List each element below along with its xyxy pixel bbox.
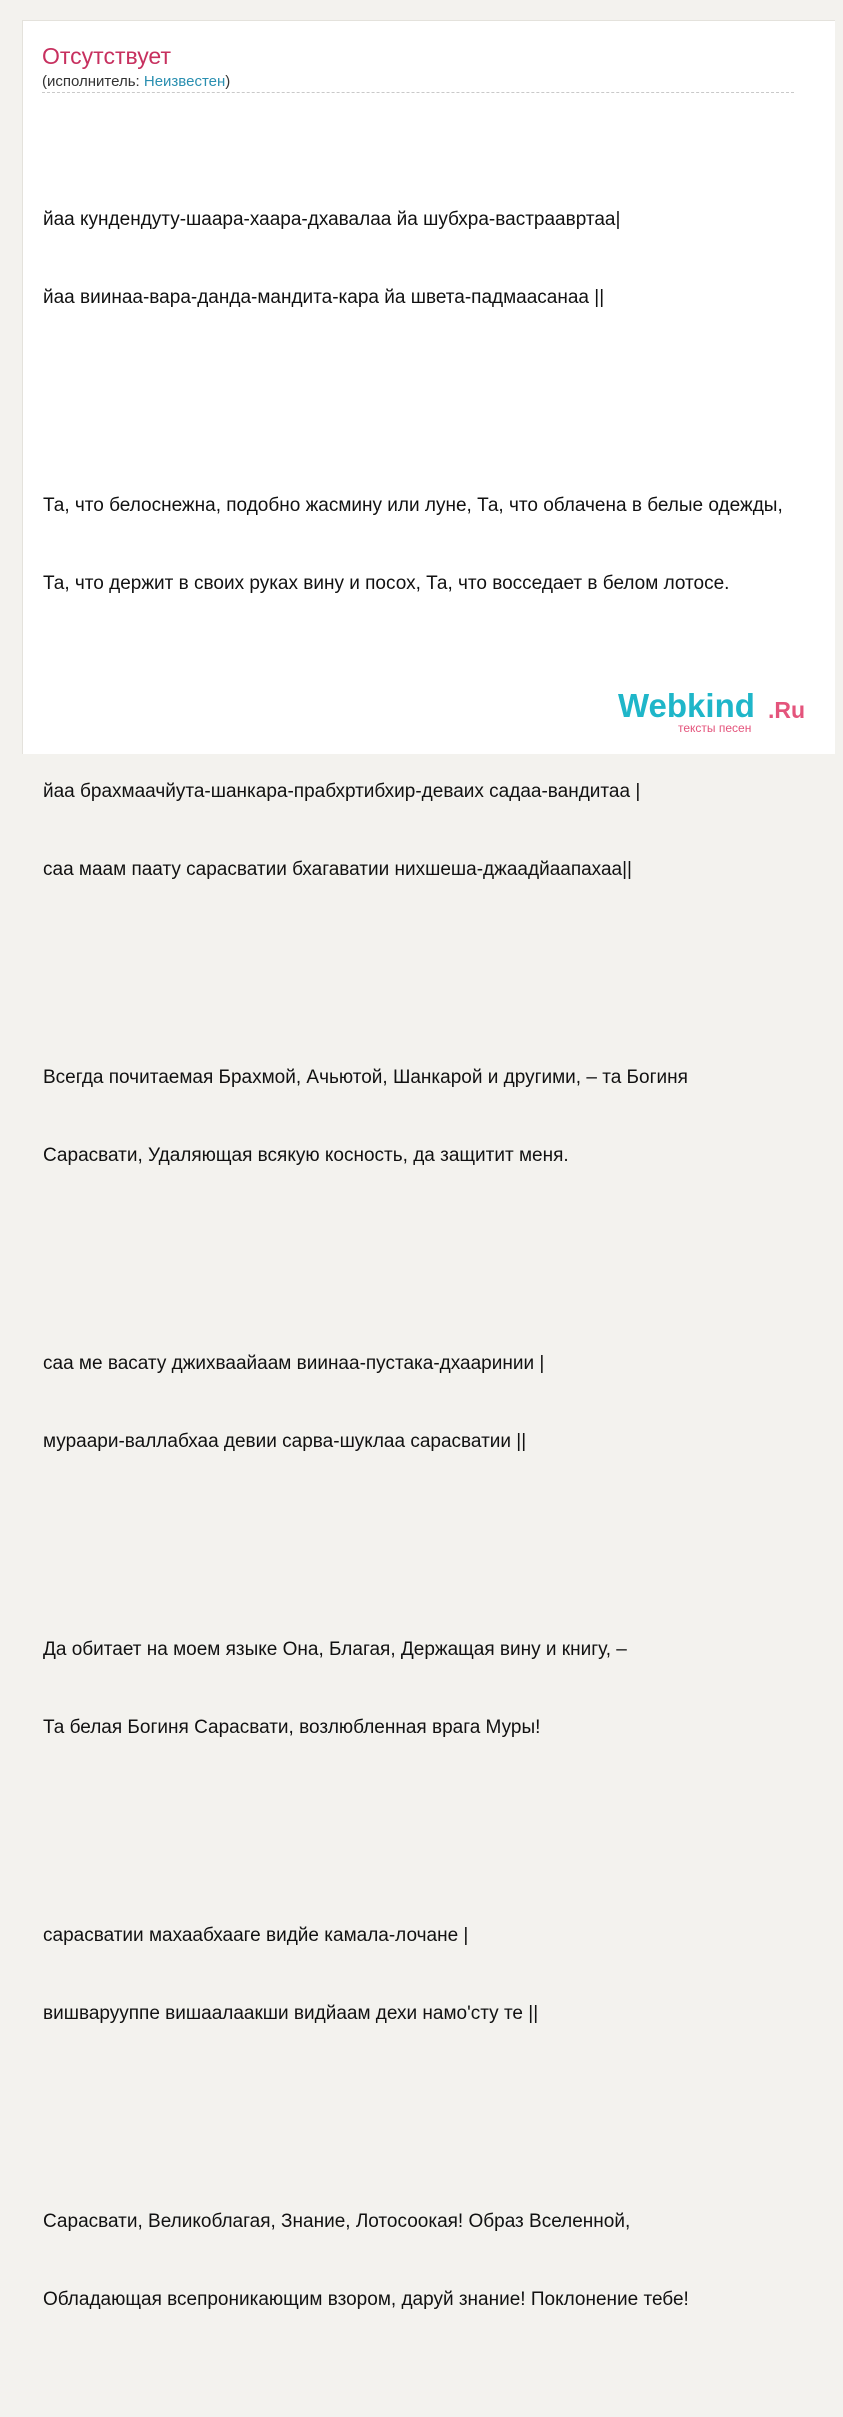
lyric-line: йаа брахмаачйута-шанкара-прабхртибхир-деваих садаа-вандитаа | [43,781,641,802]
stanza [43,1585,843,1793]
lyric-line: саа маам паату сарасватии бхагаватии нихшеша-джаадйаапахаа|| [43,859,632,880]
lyrics-body [43,103,843,2417]
logo-brand-text: Webkind [618,687,755,724]
webkind-watermark-logo [618,687,818,747]
stanza [43,1013,843,1221]
lyric-line: вишварууппе вишаалаакши видйаам дехи намо'сту те || [43,2003,539,2024]
lyric-line: Сарасвати, Великоблагая, Знание, Лотосоокая! Образ Вселенной, [43,2211,631,2232]
lyric-line: Та белая Богиня Сарасвати, возлюбленная врага Муры! [43,1717,541,1738]
lyric-line: Сарасвати, Удаляющая всякую косность, да защитит меня. [43,1145,569,1166]
logo-tagline: тексты песен [678,721,752,735]
lyric-line: йаа виинаа-вара-данда-мандита-кара йа швета-падмаасанаа || [43,287,605,308]
lyric-line: Всегда почитаемая Брахмой, Ачьютой, Шанкарой и другими, – та Богиня [43,1067,688,1088]
lyric-line: Та, что белоснежна, подобно жасмину или луне, Та, что облачена в белые одежды, [43,495,783,516]
lyric-line: саа ме васату джихваайаам виинаа-пустака-дхааринии | [43,1353,545,1374]
lyric-line: Да обитает на моем языке Она, Благая, Держащая вину и книгу, – [43,1639,627,1660]
performer-link[interactable]: Неизвестен [143,73,226,90]
stanza [43,1871,843,2079]
song-title: Отсутствует [42,43,171,69]
stanza [43,441,843,649]
lyric-line: Обладающая всепроникающим взором, даруй знание! Поклонение тебе! [43,2289,689,2310]
stanza [43,727,843,935]
performer-suffix: ) [225,73,231,90]
stanza [43,2157,843,2365]
performer-prefix: (исполнитель: [42,73,144,90]
stanza [43,1299,843,1507]
lyric-line: йаа кундендуту-шаара-хаара-дхавалаа йа шубхра-вастраавртаа| [43,209,621,230]
stanza [43,155,843,363]
lyric-line: мураари-валлабхаа девии сарва-шуклаа сарасватии || [43,1431,527,1452]
lyric-line: сарасватии махаабхааге видйе камала-лочане | [43,1925,469,1946]
title-divider [42,92,794,93]
lyric-line: Та, что держит в своих руках вину и посох, Та, что восседает в белом лотосе. [43,573,730,594]
logo-tld-text: .Ru [768,697,806,723]
performer-line [42,73,230,91]
